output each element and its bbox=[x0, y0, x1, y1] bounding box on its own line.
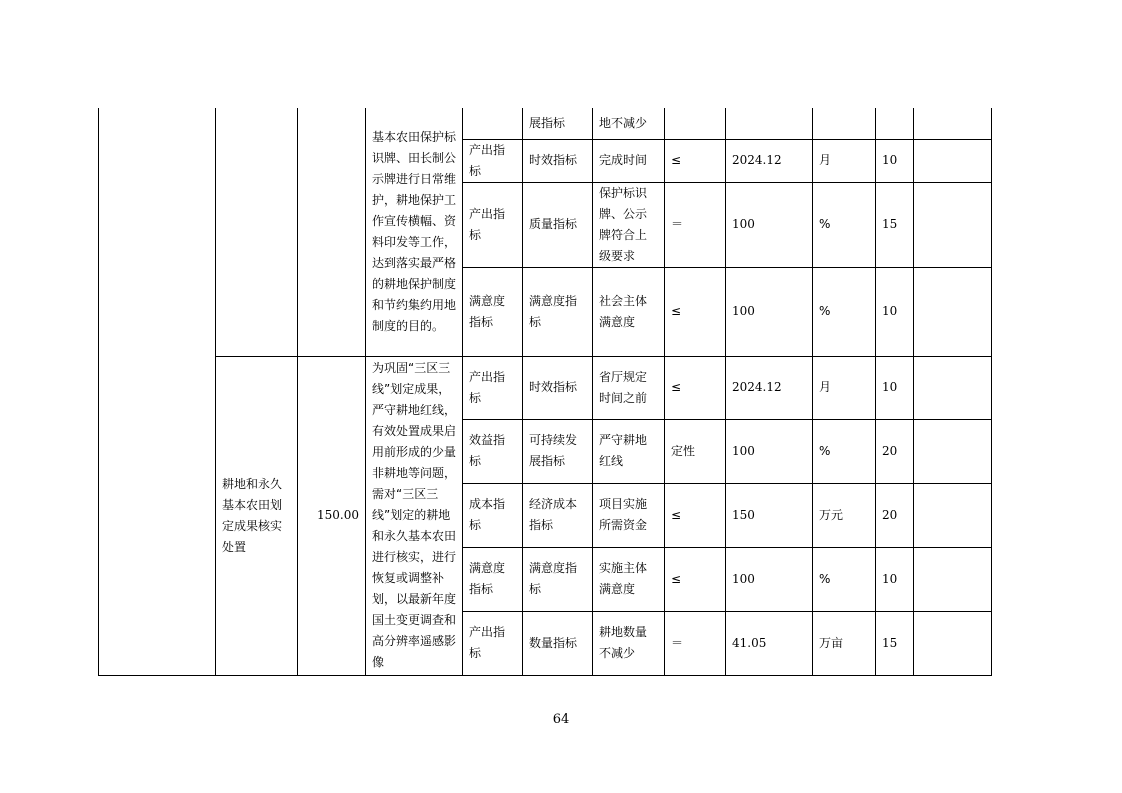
remark-cell bbox=[914, 267, 992, 356]
indicator-level1-cell: 产出指标 bbox=[463, 356, 523, 419]
indicator-level1-cell: 效益指标 bbox=[463, 419, 523, 483]
remark-cell bbox=[914, 356, 992, 419]
target-value-cell: 2024.12 bbox=[726, 139, 813, 182]
remark-cell bbox=[914, 139, 992, 182]
unit-cell: % bbox=[813, 547, 876, 611]
remark-cell bbox=[914, 611, 992, 675]
target-value-cell: 2024.12 bbox=[726, 356, 813, 419]
table-row bbox=[99, 356, 992, 419]
remark-cell bbox=[914, 483, 992, 547]
indicator-level1-cell: 产出指标 bbox=[463, 611, 523, 675]
indicator-level2-cell: 可持续发展指标 bbox=[523, 419, 593, 483]
unit-cell: % bbox=[813, 419, 876, 483]
remark-cell bbox=[914, 182, 992, 267]
indicator-name-cell: 严守耕地红线 bbox=[593, 419, 665, 483]
remark-cell bbox=[914, 547, 992, 611]
page-number: 64 bbox=[552, 712, 570, 727]
indicator-level2-cell: 满意度指标 bbox=[523, 267, 593, 356]
operator-cell: ≤ bbox=[665, 483, 726, 547]
indicator-level1-cell: 成本指标 bbox=[463, 483, 523, 547]
table-row bbox=[99, 108, 992, 139]
unit-cell: 月 bbox=[813, 139, 876, 182]
target-value-cell: 100 bbox=[726, 547, 813, 611]
indicator-level1-cell: 产出指标 bbox=[463, 139, 523, 182]
score-cell: 15 bbox=[876, 611, 914, 675]
indicator-name-cell: 耕地数量不减少 bbox=[593, 611, 665, 675]
operator-cell: ≤ bbox=[665, 547, 726, 611]
operator-cell: 定性 bbox=[665, 419, 726, 483]
score-cell: 10 bbox=[876, 547, 914, 611]
operator-cell: ≤ bbox=[665, 356, 726, 419]
score-cell: 15 bbox=[876, 182, 914, 267]
unit-cell: % bbox=[813, 182, 876, 267]
indicator-name-cell: 地不减少 bbox=[593, 108, 665, 139]
operator-cell: ＝ bbox=[665, 611, 726, 675]
indicator-level2-cell: 时效指标 bbox=[523, 356, 593, 419]
operator-cell: ≤ bbox=[665, 267, 726, 356]
operator-cell: ≤ bbox=[665, 139, 726, 182]
unit-cell: 万亩 bbox=[813, 611, 876, 675]
indicator-name-cell: 保护标识牌、公示牌符合上级要求 bbox=[593, 182, 665, 267]
project-description-cell: 基本农田保护标识牌、田长制公示牌进行日常维护，耕地保护工作宣传横幅、资料印发等工作，达到落实最严格的耕地保护制度和节约集约用地制度的目的。 bbox=[366, 108, 463, 356]
unit-cell: 月 bbox=[813, 356, 876, 419]
remark-cell bbox=[914, 108, 992, 139]
score-cell: 10 bbox=[876, 267, 914, 356]
indicator-name-cell: 社会主体满意度 bbox=[593, 267, 665, 356]
operator-cell bbox=[665, 108, 726, 139]
score-cell: 10 bbox=[876, 356, 914, 419]
indicator-level2-cell: 质量指标 bbox=[523, 182, 593, 267]
indicator-level2-cell: 经济成本指标 bbox=[523, 483, 593, 547]
target-value-cell: 41.05 bbox=[726, 611, 813, 675]
unit-cell bbox=[813, 108, 876, 139]
indicator-level1-cell: 满意度指标 bbox=[463, 547, 523, 611]
operator-cell: ＝ bbox=[665, 182, 726, 267]
indicator-name-cell: 项目实施所需资金 bbox=[593, 483, 665, 547]
indicator-level2-cell: 展指标 bbox=[523, 108, 593, 139]
indicator-name-cell: 完成时间 bbox=[593, 139, 665, 182]
remark-cell bbox=[914, 419, 992, 483]
project-name-cell: 耕地和永久基本农田划定成果核实处置 bbox=[216, 356, 298, 675]
target-value-cell: 100 bbox=[726, 182, 813, 267]
indicator-level2-cell: 时效指标 bbox=[523, 139, 593, 182]
outer-merged-cell bbox=[99, 108, 216, 675]
unit-cell: % bbox=[813, 267, 876, 356]
project-amount-cell bbox=[298, 108, 366, 356]
indicator-level1-cell: 产出指标 bbox=[463, 182, 523, 267]
score-cell: 20 bbox=[876, 483, 914, 547]
project-amount-cell: 150.00 bbox=[298, 356, 366, 675]
performance-indicator-table bbox=[98, 108, 992, 676]
indicator-level1-cell: 满意度指标 bbox=[463, 267, 523, 356]
target-value-cell: 150 bbox=[726, 483, 813, 547]
project-description-cell: 为巩固“三区三线”划定成果，严守耕地红线，有效处置成果启用前形成的少量非耕地等问题，需对“三区三线”划定的耕地和永久基本农田进行核实，进行恢复或调整补划，以最新年度国土变更调查和高分辨率遥感影像 bbox=[366, 356, 463, 675]
score-cell: 10 bbox=[876, 139, 914, 182]
indicator-name-cell: 省厅规定时间之前 bbox=[593, 356, 665, 419]
target-value-cell: 100 bbox=[726, 267, 813, 356]
project-name-cell bbox=[216, 108, 298, 356]
score-cell bbox=[876, 108, 914, 139]
target-value-cell: 100 bbox=[726, 419, 813, 483]
target-value-cell bbox=[726, 108, 813, 139]
score-cell: 20 bbox=[876, 419, 914, 483]
unit-cell: 万元 bbox=[813, 483, 876, 547]
indicator-name-cell: 实施主体满意度 bbox=[593, 547, 665, 611]
indicator-level2-cell: 满意度指标 bbox=[523, 547, 593, 611]
indicator-level2-cell: 数量指标 bbox=[523, 611, 593, 675]
indicator-level1-cell bbox=[463, 108, 523, 139]
